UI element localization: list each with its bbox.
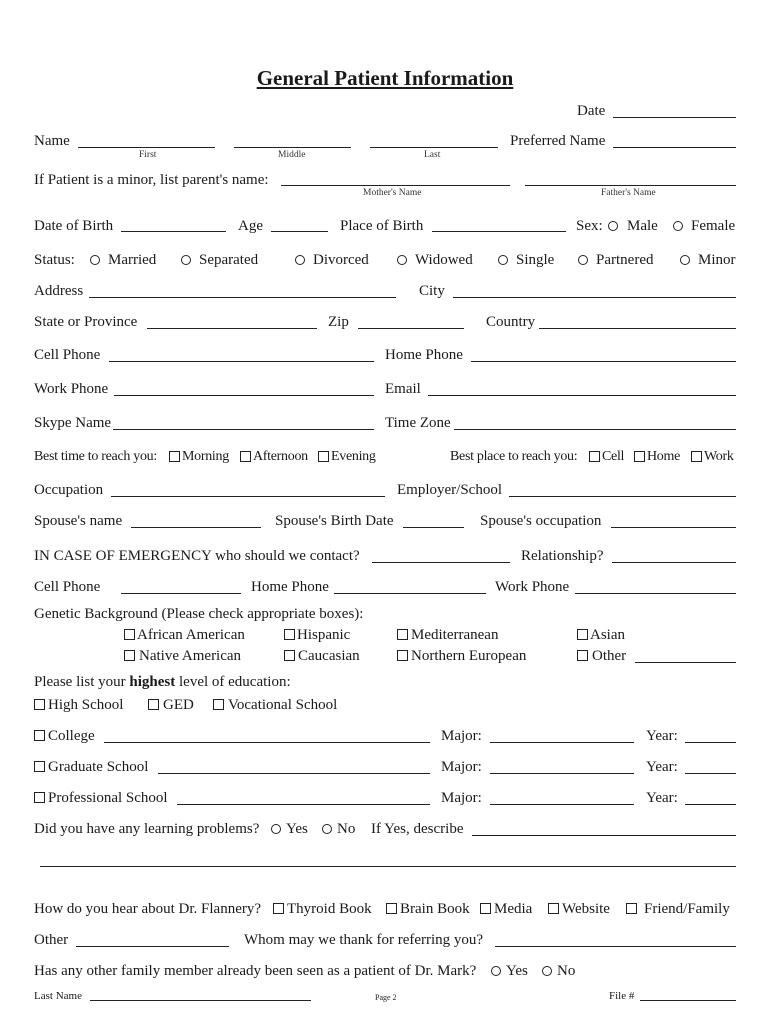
date-field[interactable]	[613, 117, 736, 118]
footer-last-name-label: Last Name	[34, 990, 82, 1002]
address-label: Address	[34, 283, 84, 299]
status-separated-radio[interactable]	[181, 255, 191, 265]
best-time-evening-label: Evening	[331, 449, 376, 464]
edu-ged-checkbox[interactable]	[148, 699, 159, 710]
professional-field[interactable]	[177, 804, 430, 805]
age-field[interactable]	[271, 231, 328, 232]
edu-ged-label: GED	[163, 697, 194, 713]
best-time-morning-checkbox[interactable]	[169, 451, 180, 462]
male-label: Male	[627, 218, 658, 234]
genetic-asian-checkbox[interactable]	[577, 629, 588, 640]
hear-friend-family-label: Friend/Family	[644, 901, 730, 917]
genetic-northern-european-label: Northern European	[411, 648, 527, 664]
relationship-field[interactable]	[612, 562, 736, 563]
status-divorced-radio[interactable]	[295, 255, 305, 265]
genetic-other-field[interactable]	[635, 662, 736, 663]
genetic-hispanic-checkbox[interactable]	[284, 629, 295, 640]
male-radio[interactable]	[608, 221, 618, 231]
best-time-afternoon-label: Afternoon	[253, 449, 308, 464]
hear-website-checkbox[interactable]	[548, 903, 559, 914]
relationship-label: Relationship?	[521, 548, 604, 564]
hear-friend-family-checkbox[interactable]	[626, 903, 637, 914]
best-place-home-label: Home	[647, 449, 681, 464]
status-minor-radio[interactable]	[680, 255, 690, 265]
zip-field[interactable]	[358, 328, 464, 329]
occupation-field[interactable]	[111, 496, 385, 497]
city-label: City	[419, 283, 445, 299]
country-field[interactable]	[539, 328, 736, 329]
dob-field[interactable]	[121, 231, 226, 232]
time-zone-field[interactable]	[454, 429, 736, 430]
family-seen-no-label: No	[557, 963, 576, 979]
college-year-field[interactable]	[685, 742, 736, 743]
referring-field[interactable]	[495, 946, 736, 947]
professional-label: Professional School	[48, 790, 168, 806]
genetic-native-american-label: Native American	[139, 648, 242, 664]
sex-label: Sex:	[576, 218, 603, 234]
home-phone-label: Home Phone	[385, 347, 463, 363]
age-label: Age	[238, 218, 263, 234]
professional-year-field[interactable]	[685, 804, 736, 805]
learning-yes-radio[interactable]	[271, 824, 281, 834]
hear-thyroid-book-label: Thyroid Book	[287, 901, 372, 917]
professional-major-label: Major:	[441, 790, 482, 806]
occupation-label: Occupation	[34, 482, 104, 498]
hear-label: How do you hear about Dr. Flannery?	[34, 901, 262, 917]
footer-file-field[interactable]	[640, 1000, 736, 1001]
fathers-name-field[interactable]	[525, 185, 736, 186]
date-label: Date	[577, 103, 606, 119]
professional-year-label: Year:	[646, 790, 678, 806]
employer-field[interactable]	[509, 496, 736, 497]
email-field[interactable]	[428, 395, 736, 396]
genetic-label: Genetic Background (Please check appropriate boxes):	[34, 606, 364, 622]
emergency-cell-label: Cell Phone	[34, 579, 101, 595]
graduate-year-field[interactable]	[685, 773, 736, 774]
genetic-caucasian-label: Caucasian	[298, 648, 360, 664]
best-place-cell-checkbox[interactable]	[589, 451, 600, 462]
zip-label: Zip	[328, 314, 349, 330]
status-separated-label: Separated	[199, 252, 259, 268]
form-title: General Patient Information	[256, 66, 514, 90]
hear-media-label: Media	[494, 901, 533, 917]
graduate-major-label: Major:	[441, 759, 482, 775]
genetic-other-checkbox[interactable]	[577, 650, 588, 661]
learning-describe-field[interactable]	[472, 835, 736, 836]
dob-label: Date of Birth	[34, 218, 114, 234]
emergency-home-label: Home Phone	[251, 579, 329, 595]
best-time-afternoon-checkbox[interactable]	[240, 451, 251, 462]
preferred-name-field[interactable]	[613, 147, 736, 148]
hear-brain-book-checkbox[interactable]	[386, 903, 397, 914]
female-label: Female	[691, 218, 736, 234]
best-time-evening-checkbox[interactable]	[318, 451, 329, 462]
female-radio[interactable]	[673, 221, 683, 231]
country-label: Country	[486, 314, 536, 330]
genetic-other-label: Other	[592, 648, 627, 664]
edu-vocational-checkbox[interactable]	[213, 699, 224, 710]
status-widowed-label: Widowed	[415, 252, 473, 268]
spouse-occupation-label: Spouse's occupation	[480, 513, 602, 529]
learning-no-radio[interactable]	[322, 824, 332, 834]
footer-page-number: Page 2	[375, 993, 397, 1002]
learning-label: Did you have any learning problems?	[34, 821, 260, 837]
mothers-name-caption: Mother's Name	[363, 188, 422, 198]
last-name-field[interactable]	[370, 147, 498, 148]
genetic-mediterranean-checkbox[interactable]	[397, 629, 408, 640]
family-seen-yes-radio[interactable]	[491, 966, 501, 976]
work-phone-field[interactable]	[114, 395, 374, 396]
cell-phone-field[interactable]	[109, 361, 374, 362]
family-seen-yes-label: Yes	[506, 963, 528, 979]
status-single-label: Single	[516, 252, 555, 268]
status-widowed-radio[interactable]	[397, 255, 407, 265]
college-field[interactable]	[104, 742, 430, 743]
if-yes-label: If Yes, describe	[371, 821, 464, 837]
status-label: Status:	[34, 252, 75, 268]
genetic-african-american-checkbox[interactable]	[124, 629, 135, 640]
emergency-contact-field[interactable]	[372, 562, 510, 563]
email-label: Email	[385, 381, 421, 397]
graduate-year-label: Year:	[646, 759, 678, 775]
emergency-label: IN CASE OF EMERGENCY who should we contact?	[34, 548, 360, 564]
emergency-work-field[interactable]	[575, 593, 736, 594]
state-label: State or Province	[34, 314, 138, 330]
preferred-name-label: Preferred Name	[510, 133, 606, 149]
last-caption: Last	[424, 150, 441, 160]
college-major-field[interactable]	[490, 742, 634, 743]
college-major-label: Major:	[441, 728, 482, 744]
genetic-northern-european-checkbox[interactable]	[397, 650, 408, 661]
education-instruction: Please list your highest level of education:	[34, 674, 291, 690]
family-seen-label: Has any other family member already been seen as a patient of Dr. Mark?	[34, 963, 477, 979]
hear-media-checkbox[interactable]	[480, 903, 491, 914]
home-phone-field[interactable]	[471, 361, 736, 362]
emergency-home-field[interactable]	[334, 593, 486, 594]
name-label: Name	[34, 133, 70, 149]
footer-last-name-field[interactable]	[90, 1000, 311, 1001]
graduate-field[interactable]	[158, 773, 430, 774]
status-minor-label: Minor	[698, 252, 736, 268]
college-year-label: Year:	[646, 728, 678, 744]
status-divorced-label: Divorced	[313, 252, 369, 268]
other-label: Other	[34, 932, 69, 948]
employer-label: Employer/School	[397, 482, 502, 498]
graduate-label: Graduate School	[48, 759, 149, 775]
college-label: College	[48, 728, 95, 744]
middle-name-field[interactable]	[234, 147, 351, 148]
professional-checkbox[interactable]	[34, 792, 45, 803]
other-field[interactable]	[76, 946, 229, 947]
spouse-birth-field[interactable]	[403, 527, 464, 528]
family-seen-no-radio[interactable]	[542, 966, 552, 976]
spouse-occupation-field[interactable]	[611, 527, 736, 528]
learning-describe-field-2[interactable]	[40, 866, 736, 867]
genetic-mediterranean-label: Mediterranean	[411, 627, 499, 643]
referring-label: Whom may we thank for referring you?	[244, 932, 484, 948]
first-caption: First	[139, 150, 157, 160]
first-name-field[interactable]	[78, 147, 215, 148]
status-partnered-radio[interactable]	[578, 255, 588, 265]
fathers-name-caption: Father's Name	[601, 188, 656, 198]
graduate-major-field[interactable]	[490, 773, 634, 774]
time-zone-label: Time Zone	[385, 415, 451, 431]
work-phone-label: Work Phone	[34, 381, 109, 397]
emergency-cell-field[interactable]	[121, 593, 241, 594]
best-place-work-checkbox[interactable]	[691, 451, 702, 462]
spouse-name-field[interactable]	[131, 527, 261, 528]
emergency-work-label: Work Phone	[495, 579, 570, 595]
best-time-morning-label: Morning	[182, 449, 229, 464]
learning-yes-label: Yes	[286, 821, 308, 837]
genetic-native-american-checkbox[interactable]	[124, 650, 135, 661]
best-place-cell-label: Cell	[602, 449, 625, 464]
edu-vocational-label: Vocational School	[228, 697, 338, 713]
skype-field[interactable]	[113, 429, 374, 430]
mothers-name-field[interactable]	[281, 185, 510, 186]
best-place-label: Best place to reach you:	[450, 449, 578, 464]
edu-high-school-label: High School	[48, 697, 124, 713]
professional-major-field[interactable]	[490, 804, 634, 805]
cell-phone-label: Cell Phone	[34, 347, 101, 363]
place-of-birth-label: Place of Birth	[340, 218, 424, 234]
genetic-asian-label: Asian	[590, 627, 625, 643]
status-married-radio[interactable]	[90, 255, 100, 265]
best-place-work-label: Work	[704, 449, 734, 464]
edu-high-school-checkbox[interactable]	[34, 699, 45, 710]
place-of-birth-field[interactable]	[432, 231, 566, 232]
genetic-caucasian-checkbox[interactable]	[284, 650, 295, 661]
status-partnered-label: Partnered	[596, 252, 654, 268]
hear-website-label: Website	[562, 901, 610, 917]
genetic-hispanic-label: Hispanic	[297, 627, 351, 643]
footer-file-label: File #	[609, 990, 635, 1002]
middle-caption: Middle	[278, 150, 306, 160]
address-field[interactable]	[89, 297, 396, 298]
status-single-radio[interactable]	[498, 255, 508, 265]
college-checkbox[interactable]	[34, 730, 45, 741]
graduate-checkbox[interactable]	[34, 761, 45, 772]
learning-no-label: No	[337, 821, 356, 837]
minor-label: If Patient is a minor, list parent's name:	[34, 172, 269, 188]
status-married-label: Married	[108, 252, 157, 268]
skype-label: Skype Name	[34, 415, 112, 431]
hear-thyroid-book-checkbox[interactable]	[273, 903, 284, 914]
best-time-label: Best time to reach you:	[34, 449, 157, 464]
spouse-name-label: Spouse's name	[34, 513, 123, 529]
spouse-birth-label: Spouse's Birth Date	[275, 513, 394, 529]
city-field[interactable]	[453, 297, 736, 298]
best-place-home-checkbox[interactable]	[634, 451, 645, 462]
state-field[interactable]	[147, 328, 317, 329]
hear-brain-book-label: Brain Book	[400, 901, 470, 917]
genetic-african-american-label: African American	[137, 627, 245, 643]
